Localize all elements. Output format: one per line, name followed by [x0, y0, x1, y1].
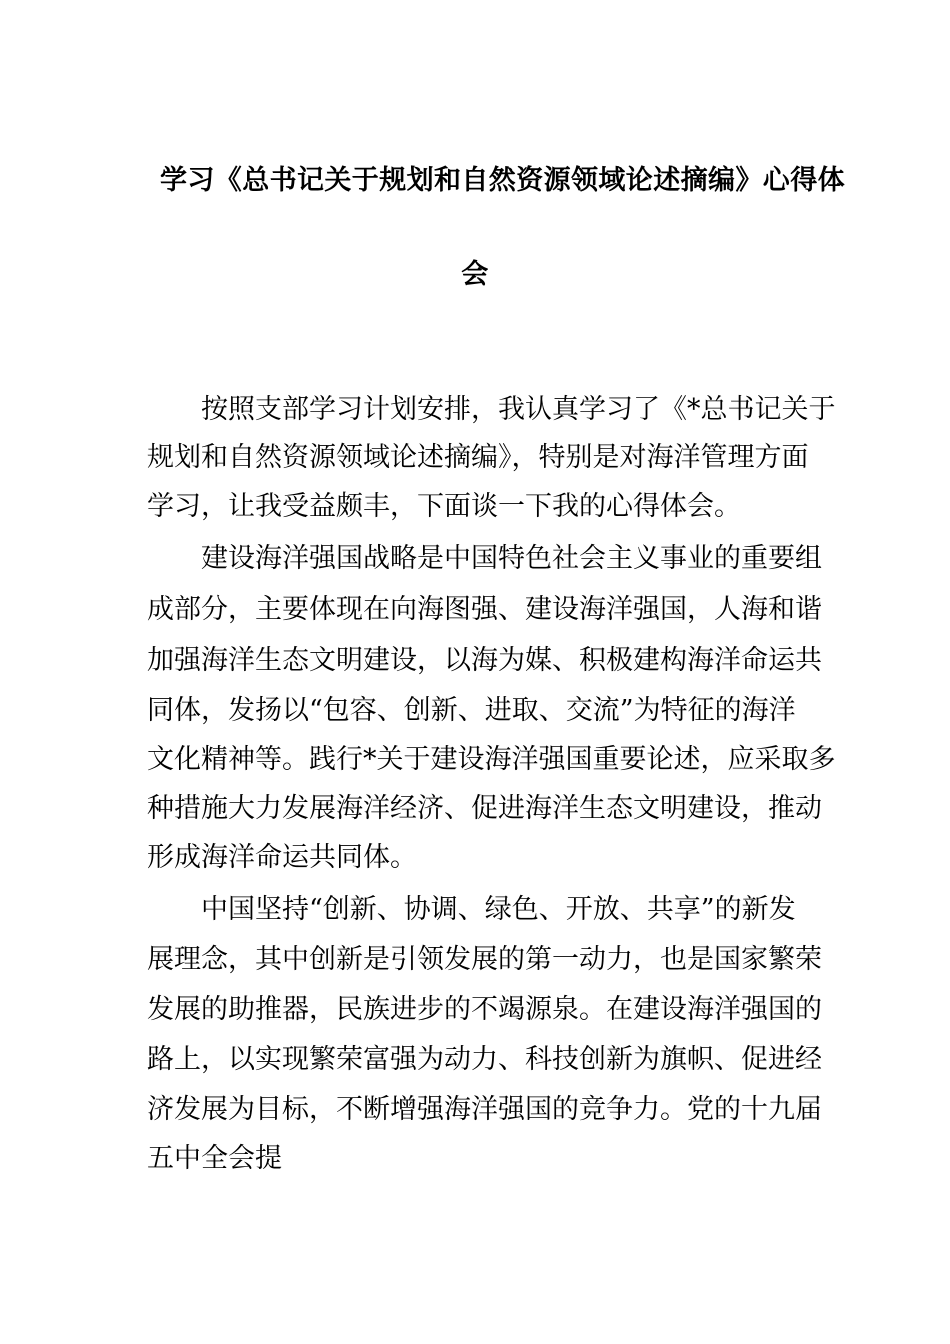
body-line: 文化精神等。践行*关于建设海洋强国重要论述，应采取多 — [147, 744, 836, 775]
body-line: 建设海洋强国战略是中国特色社会主义事业的重要组 — [147, 543, 822, 574]
body-line: 种措施大力发展海洋经济、促进海洋生态文明建设，推动 — [147, 793, 822, 824]
body-line: 加强海洋生态文明建设，以海为媒、积极建构海洋命运共 — [147, 645, 822, 676]
body-line: 形成海洋命运共同体。 — [147, 842, 417, 873]
body-line: 规划和自然资源领域论述摘编》，特别是对海洋管理方面 — [147, 442, 809, 473]
body-line: 五中全会提 — [147, 1143, 282, 1174]
body-line: 按照支部学习计划安排，我认真学习了《*总书记关于 — [147, 394, 836, 425]
body-line: 学习，让我受益颇丰，下面谈一下我的心得体会。 — [147, 491, 741, 522]
body-line: 发展的助推器，民族进步的不竭源泉。在建设海洋强国的 — [147, 994, 822, 1025]
body-line: 展理念，其中创新是引领发展的第一动力，也是国家繁荣 — [147, 944, 822, 975]
document-title-line-2: 会 — [461, 259, 489, 290]
body-line: 济发展为目标，不断增强海洋强国的竞争力。党的十九届 — [147, 1094, 822, 1125]
document-title-line-1: 学习《总书记关于规划和自然资源领域论述摘编》心得体 — [160, 165, 845, 196]
body-line: 成部分，主要体现在向海图强、建设海洋强国，人海和谐 — [147, 594, 822, 625]
body-line: 中国坚持“创新、协调、绿色、开放、共享”的新发 — [147, 894, 796, 925]
body-line: 路上，以实现繁荣富强为动力、科技创新为旗帜、促进经 — [147, 1044, 822, 1075]
body-line: 同体，发扬以“包容、创新、进取、交流”为特征的海洋 — [147, 695, 796, 726]
